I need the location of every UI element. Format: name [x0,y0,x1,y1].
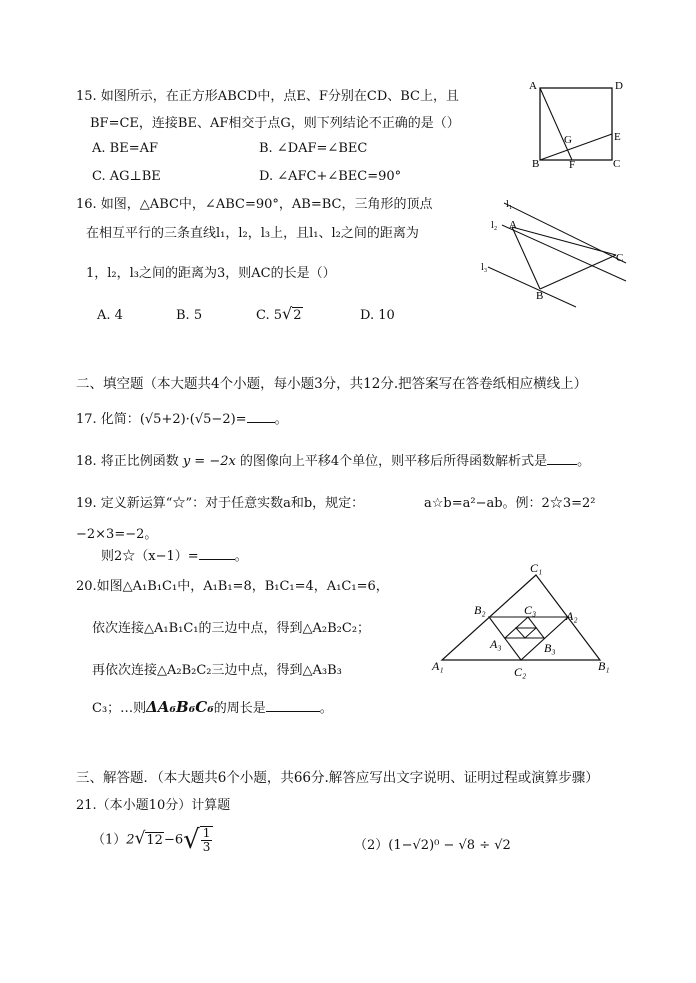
section2-title: 二、填空题（本大题共4个小题，每小题3分，共12分.把答案写在答卷纸相应横线上） [76,376,588,392]
q16-option-d: D. 10 [360,308,395,323]
q15-label-d: D [615,80,623,92]
q20-label-c2: C₂ [514,665,527,679]
q20-suffix: 。 [319,701,333,716]
q15-label-a: A [529,80,537,92]
q21-title: 21.（本小题10分）计算题 [76,798,231,813]
q18-suffix: 。 [577,454,591,469]
q15-line2: BF=CE，连接BE、AF相交于点G，则下列结论不正确的是（） [90,116,460,131]
q20-line1: 20.如图△A₁B₁C₁中，A₁B₁=8，B₁C₁=4，A₁C₁=6， [76,579,389,594]
q16-option-c-prefix: C. 5 [256,308,283,323]
q19-line2: −2×3=−2。 [76,527,158,542]
q15-label-g: G [564,134,572,146]
q15-option-c: C. AG⊥BE [92,169,161,184]
q21-part2 [354,834,511,853]
q21-part1-coef: 2 [126,832,135,848]
q18 [76,450,590,469]
q21-part2-label: （2） [354,838,389,853]
q15-option-a: A. BE=AF [92,141,158,156]
q18-prefix: 18. 将正比例函数 [76,454,179,469]
q20-label-a2: A₂ [566,609,578,623]
q19-answer-blank[interactable] [199,547,235,560]
q20-nested-triangles-figure [428,558,628,683]
q20-label-a1: A₁ [432,659,444,673]
q17-suffix: 。 [274,412,288,427]
q15-label-c: C [613,158,621,170]
q20-line4-middle: 的周长是 [213,701,266,716]
q16-label-b: B [536,290,544,302]
q15-label-b: B [532,158,540,170]
q15-square-figure [525,78,635,173]
q15-option-b: B. ∠DAF=∠BEC [259,141,368,156]
q21-part2-expression: (1−√2)⁰ − √8 ÷ √2 [388,838,511,853]
q16-option-c: C. 5√2 [256,304,302,323]
q21-part1-fraction [200,826,214,854]
q16-line2: 在相互平行的三条直线l₁，l₂，l₃上，且l₁、l₂之间的距离为 [86,226,419,241]
q15-option-d: D. ∠AFC+∠BEC=90° [259,169,402,184]
q20-label-b3: B₃ [544,641,556,655]
q17-answer-blank[interactable] [247,410,275,423]
q21-part1-denominator: 3 [202,840,211,854]
q16-line3: 1，l₂，l₃之间的距离为3，则AC的长是（） [86,266,336,281]
q19-suffix: 。 [234,549,248,564]
q16-label-l3: l₃ [481,262,488,273]
q20-label-b2: B₂ [474,603,486,617]
q16-label-c: C [616,252,624,264]
q20-line3: 再依次连接△A₂B₂C₂三边中点，得到△A₃B₃ [92,663,342,678]
q19-line1a: 19. 定义新运算“☆”：对于任意实数a和b，规定： [76,496,365,511]
q17-expression: (√5+2)·(√5−2)= [139,412,247,427]
q21-part1-numerator: 1 [202,826,211,840]
q15-line1: 15. 如图所示，在正方形ABCD中，点E、F分别在CD、BC上，且 [76,89,459,104]
q20-line4 [92,697,333,716]
q21-part1-minus: −6 [163,832,184,848]
q20-label-c3: C₃ [524,603,537,617]
q16-option-b: B. 5 [176,308,203,323]
q16-option-c-radicand: 2 [293,308,302,323]
q16-line1: 16. 如图，△ABC中，∠ABC=90°，AB=BC，三角形的顶点 [76,197,433,212]
q17 [76,408,288,427]
q18-function: y = −2x [182,454,236,469]
q19-line3 [101,545,248,564]
q21-part1: （1）2√12−6√ $\frac{1}{3}$ [92,825,213,855]
section3-title: 三、解答题．（本大题共6个小题，共66分.解答应写出文字说明、证明过程或演算步骤） [76,770,599,786]
q16-label-l1: l₁ [506,199,513,210]
q20-label-a3: A₃ [490,637,502,651]
q18-middle: 的图像向上平移4个单位，则平移后所得函数解析式是 [239,454,548,469]
q16-parallel-lines-figure [478,195,638,310]
q20-label-c1: C₁ [530,561,543,575]
q18-answer-blank[interactable] [547,452,577,465]
q20-line4-prefix: C₃；…则 [92,701,147,716]
q19-line3-text: 则2☆（x−1）= [101,549,199,564]
q17-prefix: 17. 化简： [76,412,140,427]
q16-label-l2: l₂ [491,220,498,231]
q20-label-b1: B₁ [598,659,610,673]
q15-label-f: F [569,159,576,171]
q20-triangle-name: ΔA₆B₆C₆ [146,698,214,716]
q16-option-a: A. 4 [97,308,123,323]
q15-label-e: E [614,131,621,143]
q21-part1-radicand: 12 [146,832,163,848]
q16-label-a: A [509,219,517,231]
q20-line2: 依次连接△A₁B₁C₁的三边中点，得到△A₂B₂C₂； [92,621,371,636]
q19-line1b: a☆b=a²−ab。例：2☆3=2² [424,496,596,511]
q21-part1-label: （1） [92,832,127,848]
q20-answer-blank[interactable] [266,699,320,712]
